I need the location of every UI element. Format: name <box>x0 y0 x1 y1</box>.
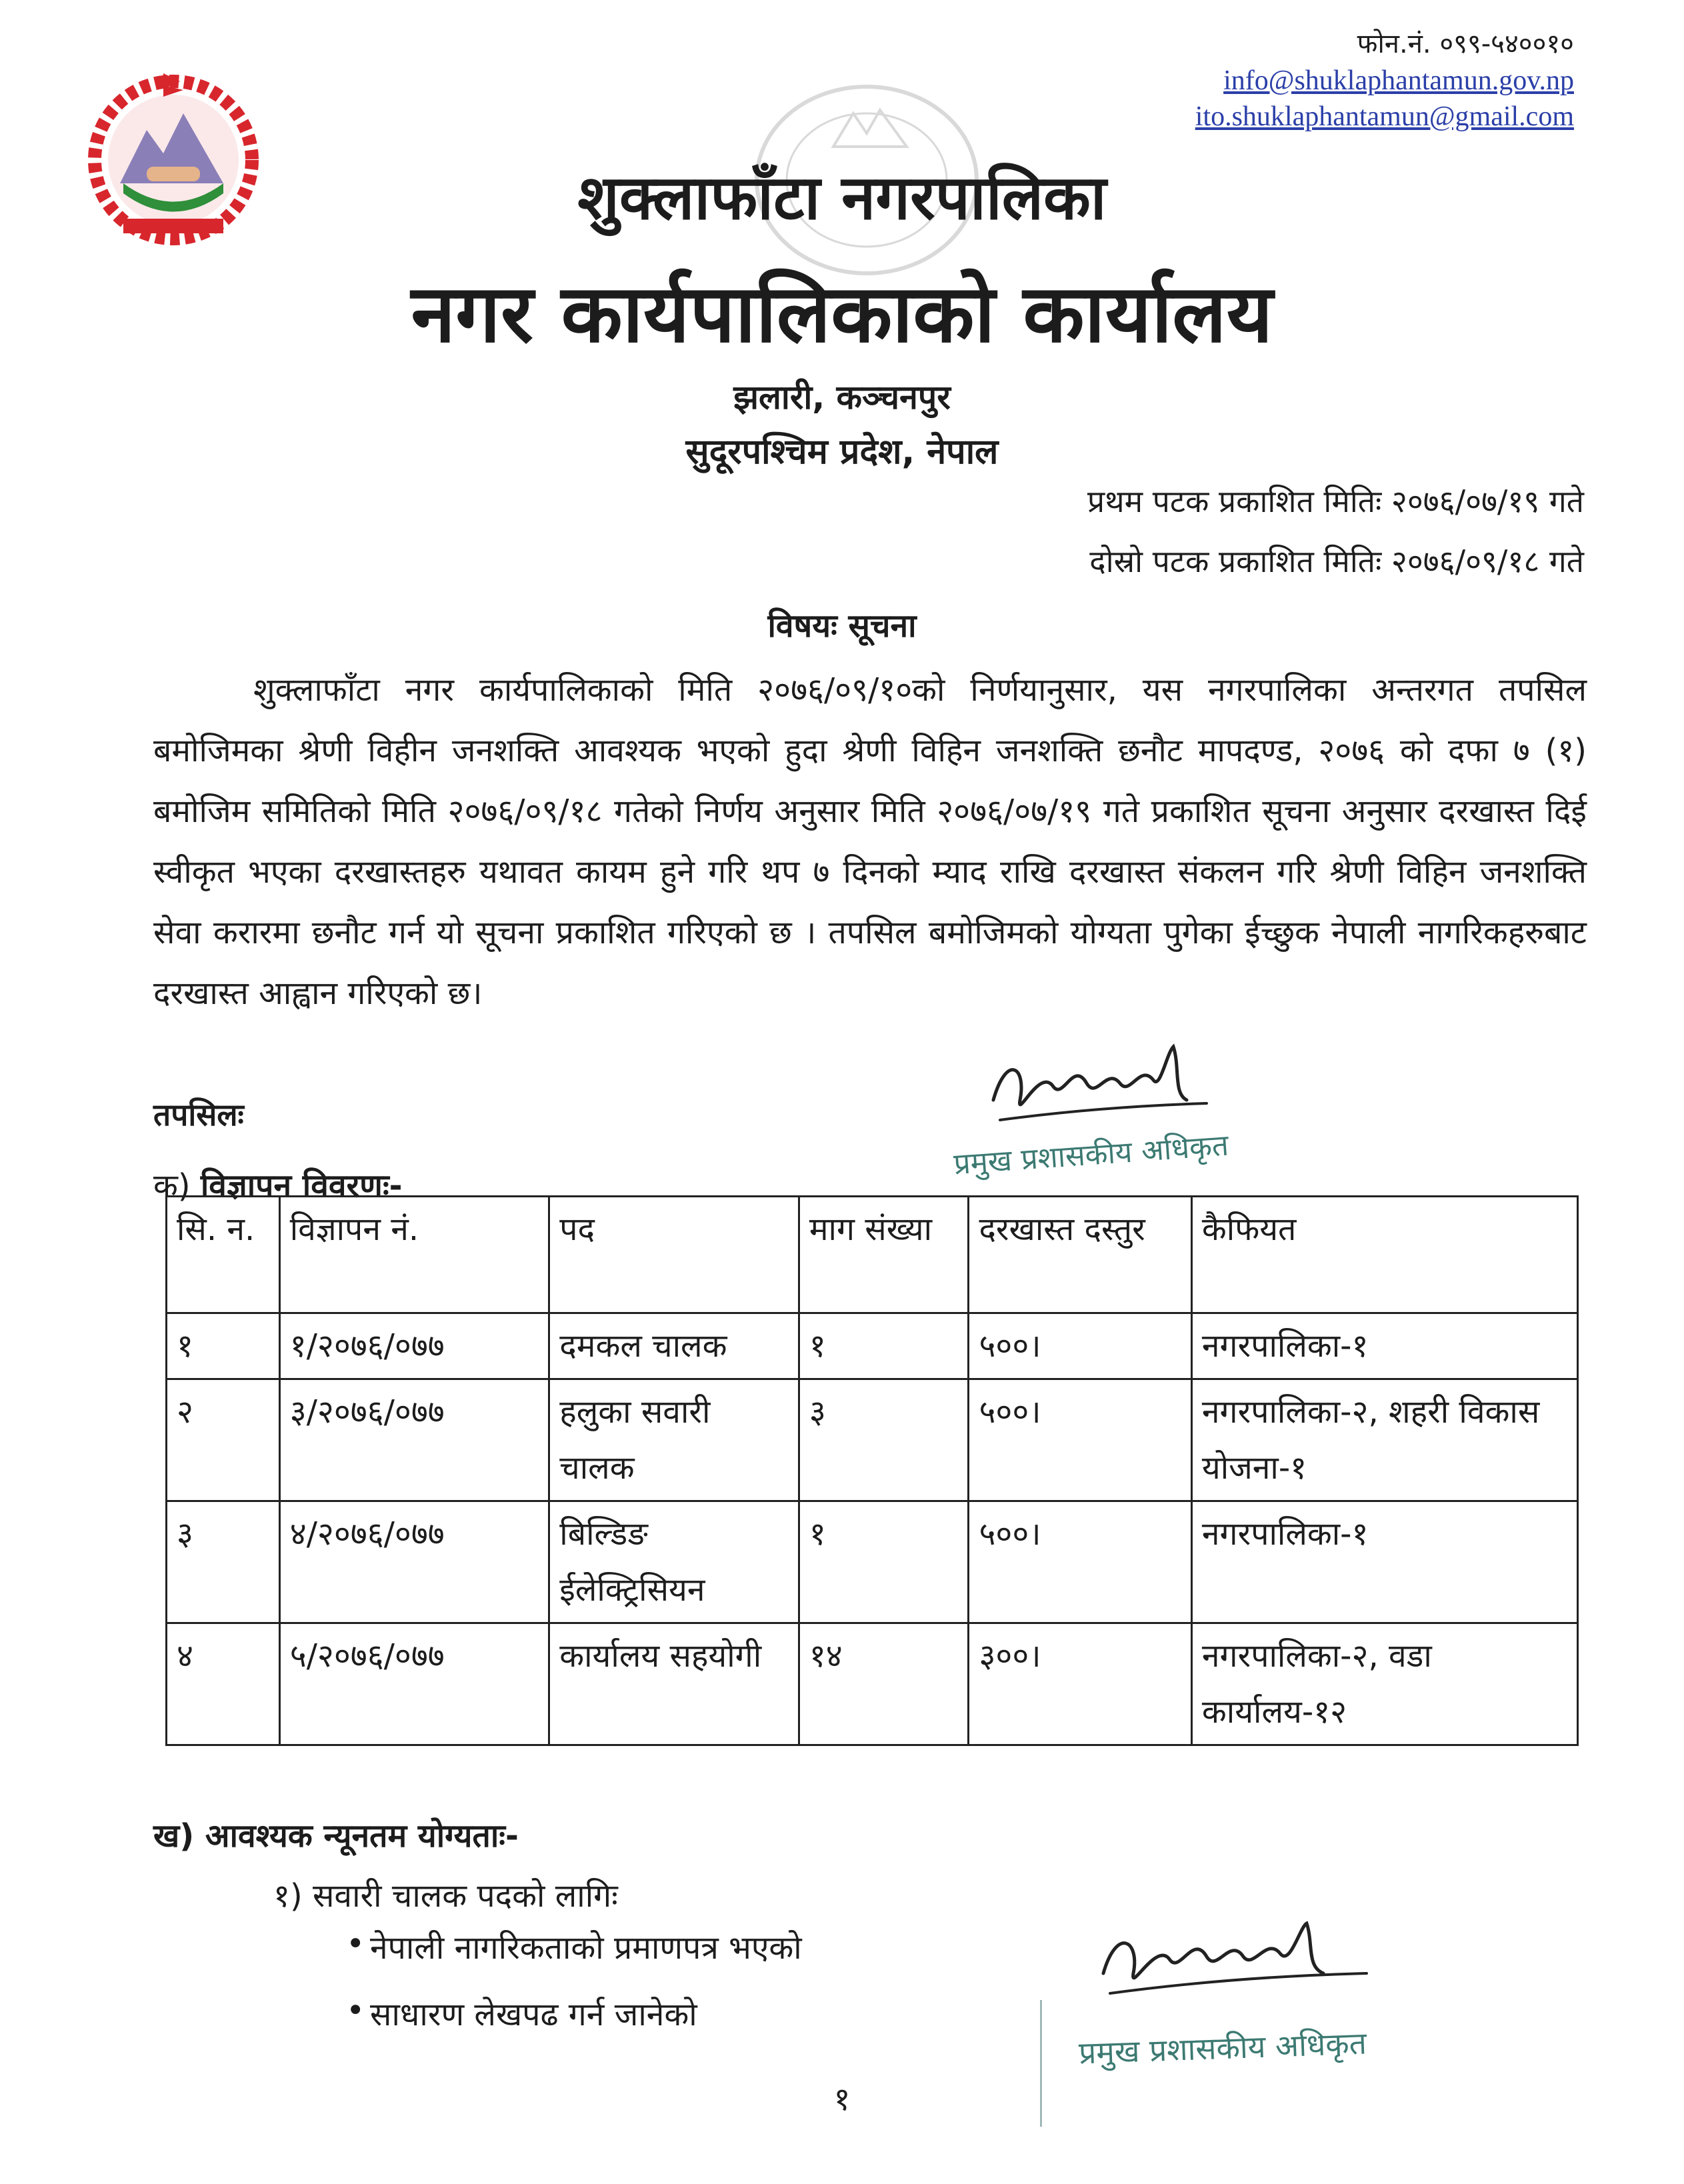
table-row <box>167 1379 1578 1501</box>
cell-serial: ३ <box>167 1501 280 1623</box>
cell-ad-number: ५/२०७६/०७७ <box>279 1623 549 1745</box>
cell-ad-number: १/२०७६/०७७ <box>279 1313 549 1379</box>
cell-remarks: नगरपालिका-२, शहरी विकास योजना-१ <box>1191 1379 1577 1501</box>
office-name: नगर कार्यपालिकाको कार्यालय <box>411 268 1273 361</box>
signature-icon <box>1093 1907 1373 2013</box>
cell-demand-count: १ <box>799 1313 969 1379</box>
address-line-1: झलारी, कञ्चनपुर <box>733 378 951 417</box>
table-row <box>167 1313 1578 1379</box>
cell-ad-number: ३/२०७६/०७७ <box>279 1379 549 1501</box>
table-row <box>167 1623 1578 1745</box>
notice-subject: विषयः सूचना <box>767 607 917 645</box>
cell-application-fee: ३००। <box>969 1623 1191 1745</box>
section-ka-prefix: क) <box>153 1167 191 1205</box>
section-ka-title: विज्ञापन विवरणः- <box>200 1167 403 1205</box>
header-application-fee: दरखास्त दस्तुर <box>969 1197 1191 1313</box>
cell-remarks: नगरपालिका-१ <box>1191 1501 1577 1623</box>
cell-post: बिल्डिङ ईलेक्ट्रिसियन <box>549 1501 799 1623</box>
officer-stamp: प्रमुख प्रशासकीय अधिकृत <box>1078 2025 1367 2071</box>
officer-stamp: प्रमुख प्रशासकीय अधिकृत <box>952 1128 1230 1182</box>
cell-demand-count: १ <box>799 1501 969 1623</box>
cell-application-fee: ५००। <box>969 1379 1191 1501</box>
cell-post: कार्यालय सहयोगी <box>549 1623 799 1745</box>
notice-body: शुक्लाफाँटा नगर कार्यपालिकाको मिति २०७६/०९/१०को निर्णयानुसार, यस नगरपालिका अन्तरगत तपसिल बमोजिमका श्रेणी विहीन जनशक्ति आवश्यक भएको हुदा श्रेणी विहिन जनशक्ति छनौट मापदण्ड, २०७६ को दफा ७ (१) बमोजिम समितिको मिति २०७६/०९/१८ गतेको निर्णय अनुसार मिति २०७६/०७/१९ गते प्रकाशित सूचना अनुसार दरखास्त दिई स्वीकृत भएका दरखास्तहरु यथावत कायम हुने गरि थप ७ दिनको म्याद राखि दरखास्त संकलन गरि श्रेणी विहिन जनशक्ति सेवा करारमा छनौट गर्न यो सूचना प्रकाशित गरिएको छ । तपसिल बमोजिमको योग्यता पुगेका ईच्छुक नेपाली नागरिकहरुबाट दरखास्त आह्वान गरिएको छ। <box>153 671 1587 1012</box>
second-publication-date: दोस्रो पटक प्रकाशित मितिः २०७६/०९/१८ गते <box>1089 543 1584 579</box>
header-ad-number: विज्ञापन नं. <box>279 1197 549 1313</box>
cell-serial: ४ <box>167 1623 280 1745</box>
first-publication-date: प्रथम पटक प्रकाशित मितिः २०७६/०७/१९ गते <box>1087 483 1584 519</box>
cell-post: हलुका सवारी चालक <box>549 1379 799 1501</box>
section-kha-heading: ख) आवश्यक न्यूनतम योग्यताः- <box>153 1817 519 1855</box>
header-post: पद <box>549 1197 799 1313</box>
organization-name: शुक्लाफाँटा नगरपालिका <box>577 162 1107 233</box>
list-item: • साधारण लेखपढ गर्न जानेको <box>370 1992 697 2035</box>
header-demand-count: माग संख्या <box>799 1197 969 1313</box>
official-email-link[interactable]: info@shuklaphantamun.gov.np <box>1223 65 1574 96</box>
header-remarks: कैफियत <box>1191 1197 1577 1313</box>
signature-icon <box>987 1027 1213 1140</box>
contact-block <box>1067 25 1574 135</box>
tapasil-label: तपसिलः <box>153 1097 244 1133</box>
cell-remarks: नगरपालिका-१ <box>1191 1313 1577 1379</box>
cell-serial: २ <box>167 1379 280 1501</box>
page-number: १ <box>833 2081 851 2118</box>
phone-number: फोन.नं. ०९९-५४००१० <box>1357 29 1574 59</box>
cell-demand-count: ३ <box>799 1379 969 1501</box>
address-line-2: सुदूरपश्चिम प्रदेश, नेपाल <box>685 432 999 472</box>
cell-application-fee: ५००। <box>969 1501 1191 1623</box>
cell-application-fee: ५००। <box>969 1313 1191 1379</box>
table-row <box>167 1501 1578 1623</box>
list-item: • नेपाली नागरिकताको प्रमाणपत्र भएको <box>370 1925 802 1969</box>
header-serial: सि. न. <box>167 1197 280 1313</box>
ito-email-link[interactable]: ito.shuklaphantamun@gmail.com <box>1195 101 1574 132</box>
driver-post-requirements-heading: १) सवारी चालक पदको लागिः <box>273 1877 618 1915</box>
cell-serial: १ <box>167 1313 280 1379</box>
cell-remarks: नगरपालिका-२, वडा कार्यालय-१२ <box>1191 1623 1577 1745</box>
cell-demand-count: १४ <box>799 1623 969 1745</box>
table-header-row <box>167 1197 1578 1313</box>
cell-post: दमकल चालक <box>549 1313 799 1379</box>
cell-ad-number: ४/२०७६/०७७ <box>279 1501 549 1623</box>
advertisement-table <box>165 1195 1579 1746</box>
